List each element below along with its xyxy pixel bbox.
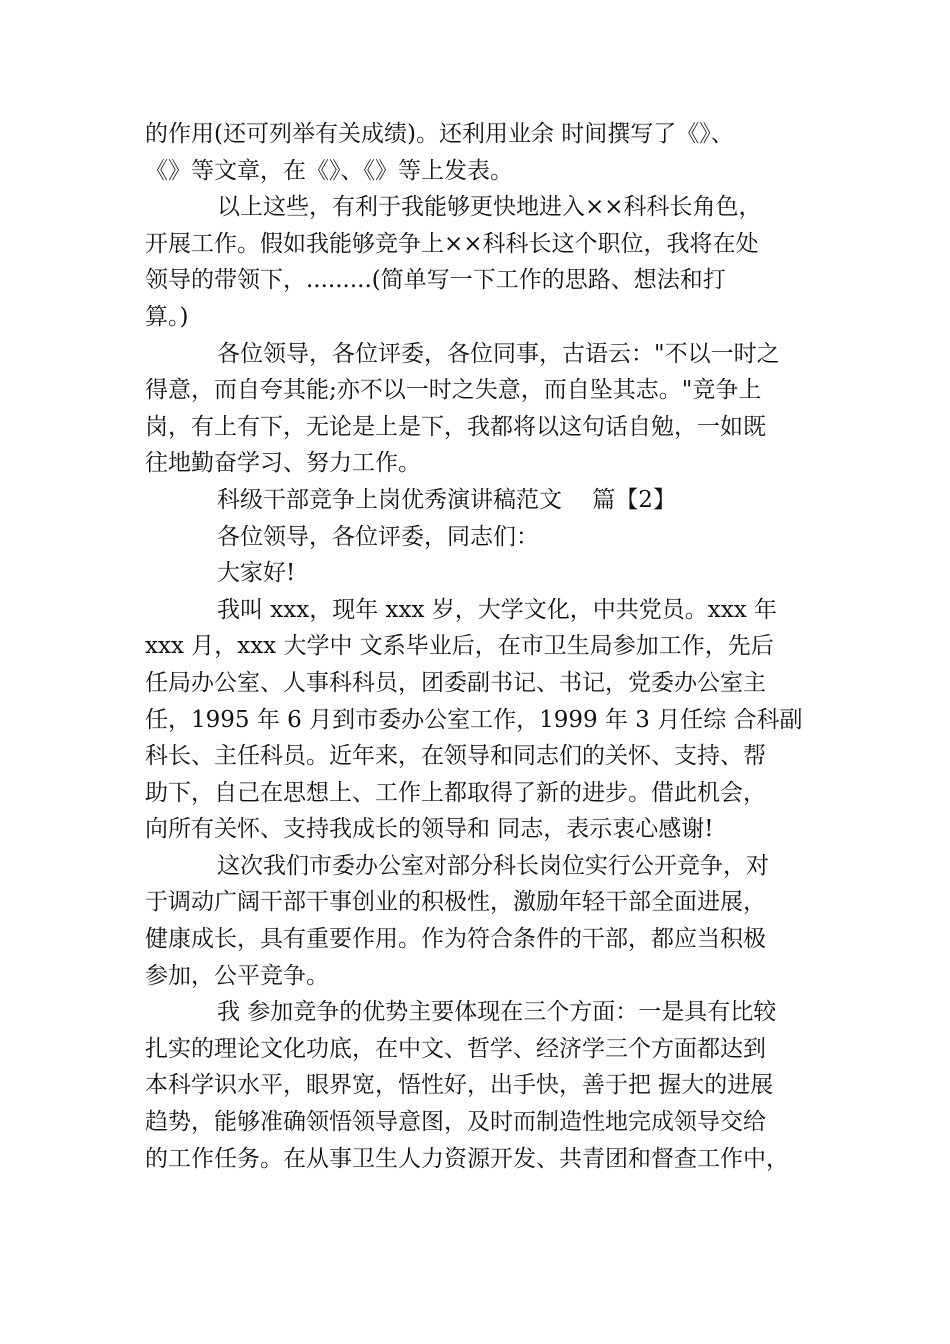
- paragraph: [145, 519, 807, 556]
- text-line: 本科学识水平，眼界宽，悟性好，出手快，善于把 握大的进展: [145, 1072, 774, 1099]
- text-line: 扎实的理论文化功底，在中文、哲学、经济学三个方面都达到: [145, 1035, 766, 1062]
- text-line: 大家好!: [217, 560, 296, 587]
- text-line: 得意，而自夸其能;亦不以一时之失意，而自坠其志。"竞争上: [145, 377, 762, 404]
- text-line: 科级干部竞争上岗优秀演讲稿范文 篇【2】: [217, 486, 676, 513]
- paragraph: [145, 116, 807, 189]
- text-line: 这次我们市委办公室对部分科长岗位实行公开竞争，对: [217, 852, 769, 879]
- text-line: 领导的带领下，.........(简单写一下工作的思路、想法和打: [145, 267, 726, 294]
- text-line: 以上这些，有利于我能够更快地进入××科科长角色，: [217, 194, 762, 221]
- text-line: xxx 月，xxx 大学中 文系毕业后，在市卫生局参加工作，先后: [145, 633, 774, 660]
- text-line: 我叫 xxx，现年 xxx 岁，大学文化，中共党员。xxx 年: [217, 596, 777, 623]
- text-line: 《》等文章，在《》、《》等上发表。: [145, 157, 513, 184]
- text-line: 的工作任务。在从事卫生人力资源开发、共青团和督查工作中，: [145, 1145, 789, 1172]
- text-line: 岗，有上有下，无论是上是下，我都将以这句话自勉，一如既: [145, 413, 766, 440]
- paragraph: [145, 336, 807, 482]
- paragraph: [145, 189, 807, 335]
- paragraph: [145, 482, 807, 519]
- text-line: 趋势，能够准确领悟领导意图，及时而制造性地完成领导交给: [145, 1109, 766, 1136]
- text-line: 任，1995 年 6 月到市委办公室工作，1999 年 3 月任综 合科副: [145, 706, 803, 733]
- text-line: 向所有关怀、支持我成长的领导和 同志，表示衷心感谢!: [145, 816, 714, 843]
- text-line: 健康成长，具有重要作用。作为符合条件的干部，都应当积极: [145, 926, 766, 953]
- paragraph: [145, 592, 807, 848]
- text-line: 开展工作。假如我能够竞争上××科科长这个职位，我将在处: [145, 230, 759, 257]
- text-line: 助下，自己在思想上、工作上都取得了新的进步。借此机会，: [145, 779, 766, 806]
- text-line: 各位领导，各位评委，各位同事，古语云："不以一时之: [217, 340, 780, 367]
- paragraph: [145, 848, 807, 994]
- text-line: 算。): [145, 303, 189, 330]
- text-line: 于调动广阔干部干事创业的积极性，激励年轻干部全面进展，: [145, 889, 766, 916]
- paragraph: [145, 994, 807, 1177]
- text-line: 的作用(还可列举有关成绩)。还利用业余 时间撰写了《》、: [145, 121, 734, 147]
- text-line: 往地勤奋学习、努力工作。: [145, 450, 421, 477]
- paragraph: [145, 555, 807, 592]
- text-line: 参加，公平竞争。: [145, 962, 329, 989]
- text-line: 各位领导，各位评委，同志们：: [217, 523, 539, 550]
- text-line: 我 参加竞争的优势主要体现在三个方面：一是具有比较: [217, 999, 777, 1026]
- body-text: [145, 116, 807, 1177]
- text-line: 科长、主任科员。近年来，在领导和同志们的关怀、支持、帮: [145, 743, 766, 770]
- text-line: 任局办公室、人事科科员，团委副书记、书记，党委办公室主: [145, 669, 766, 696]
